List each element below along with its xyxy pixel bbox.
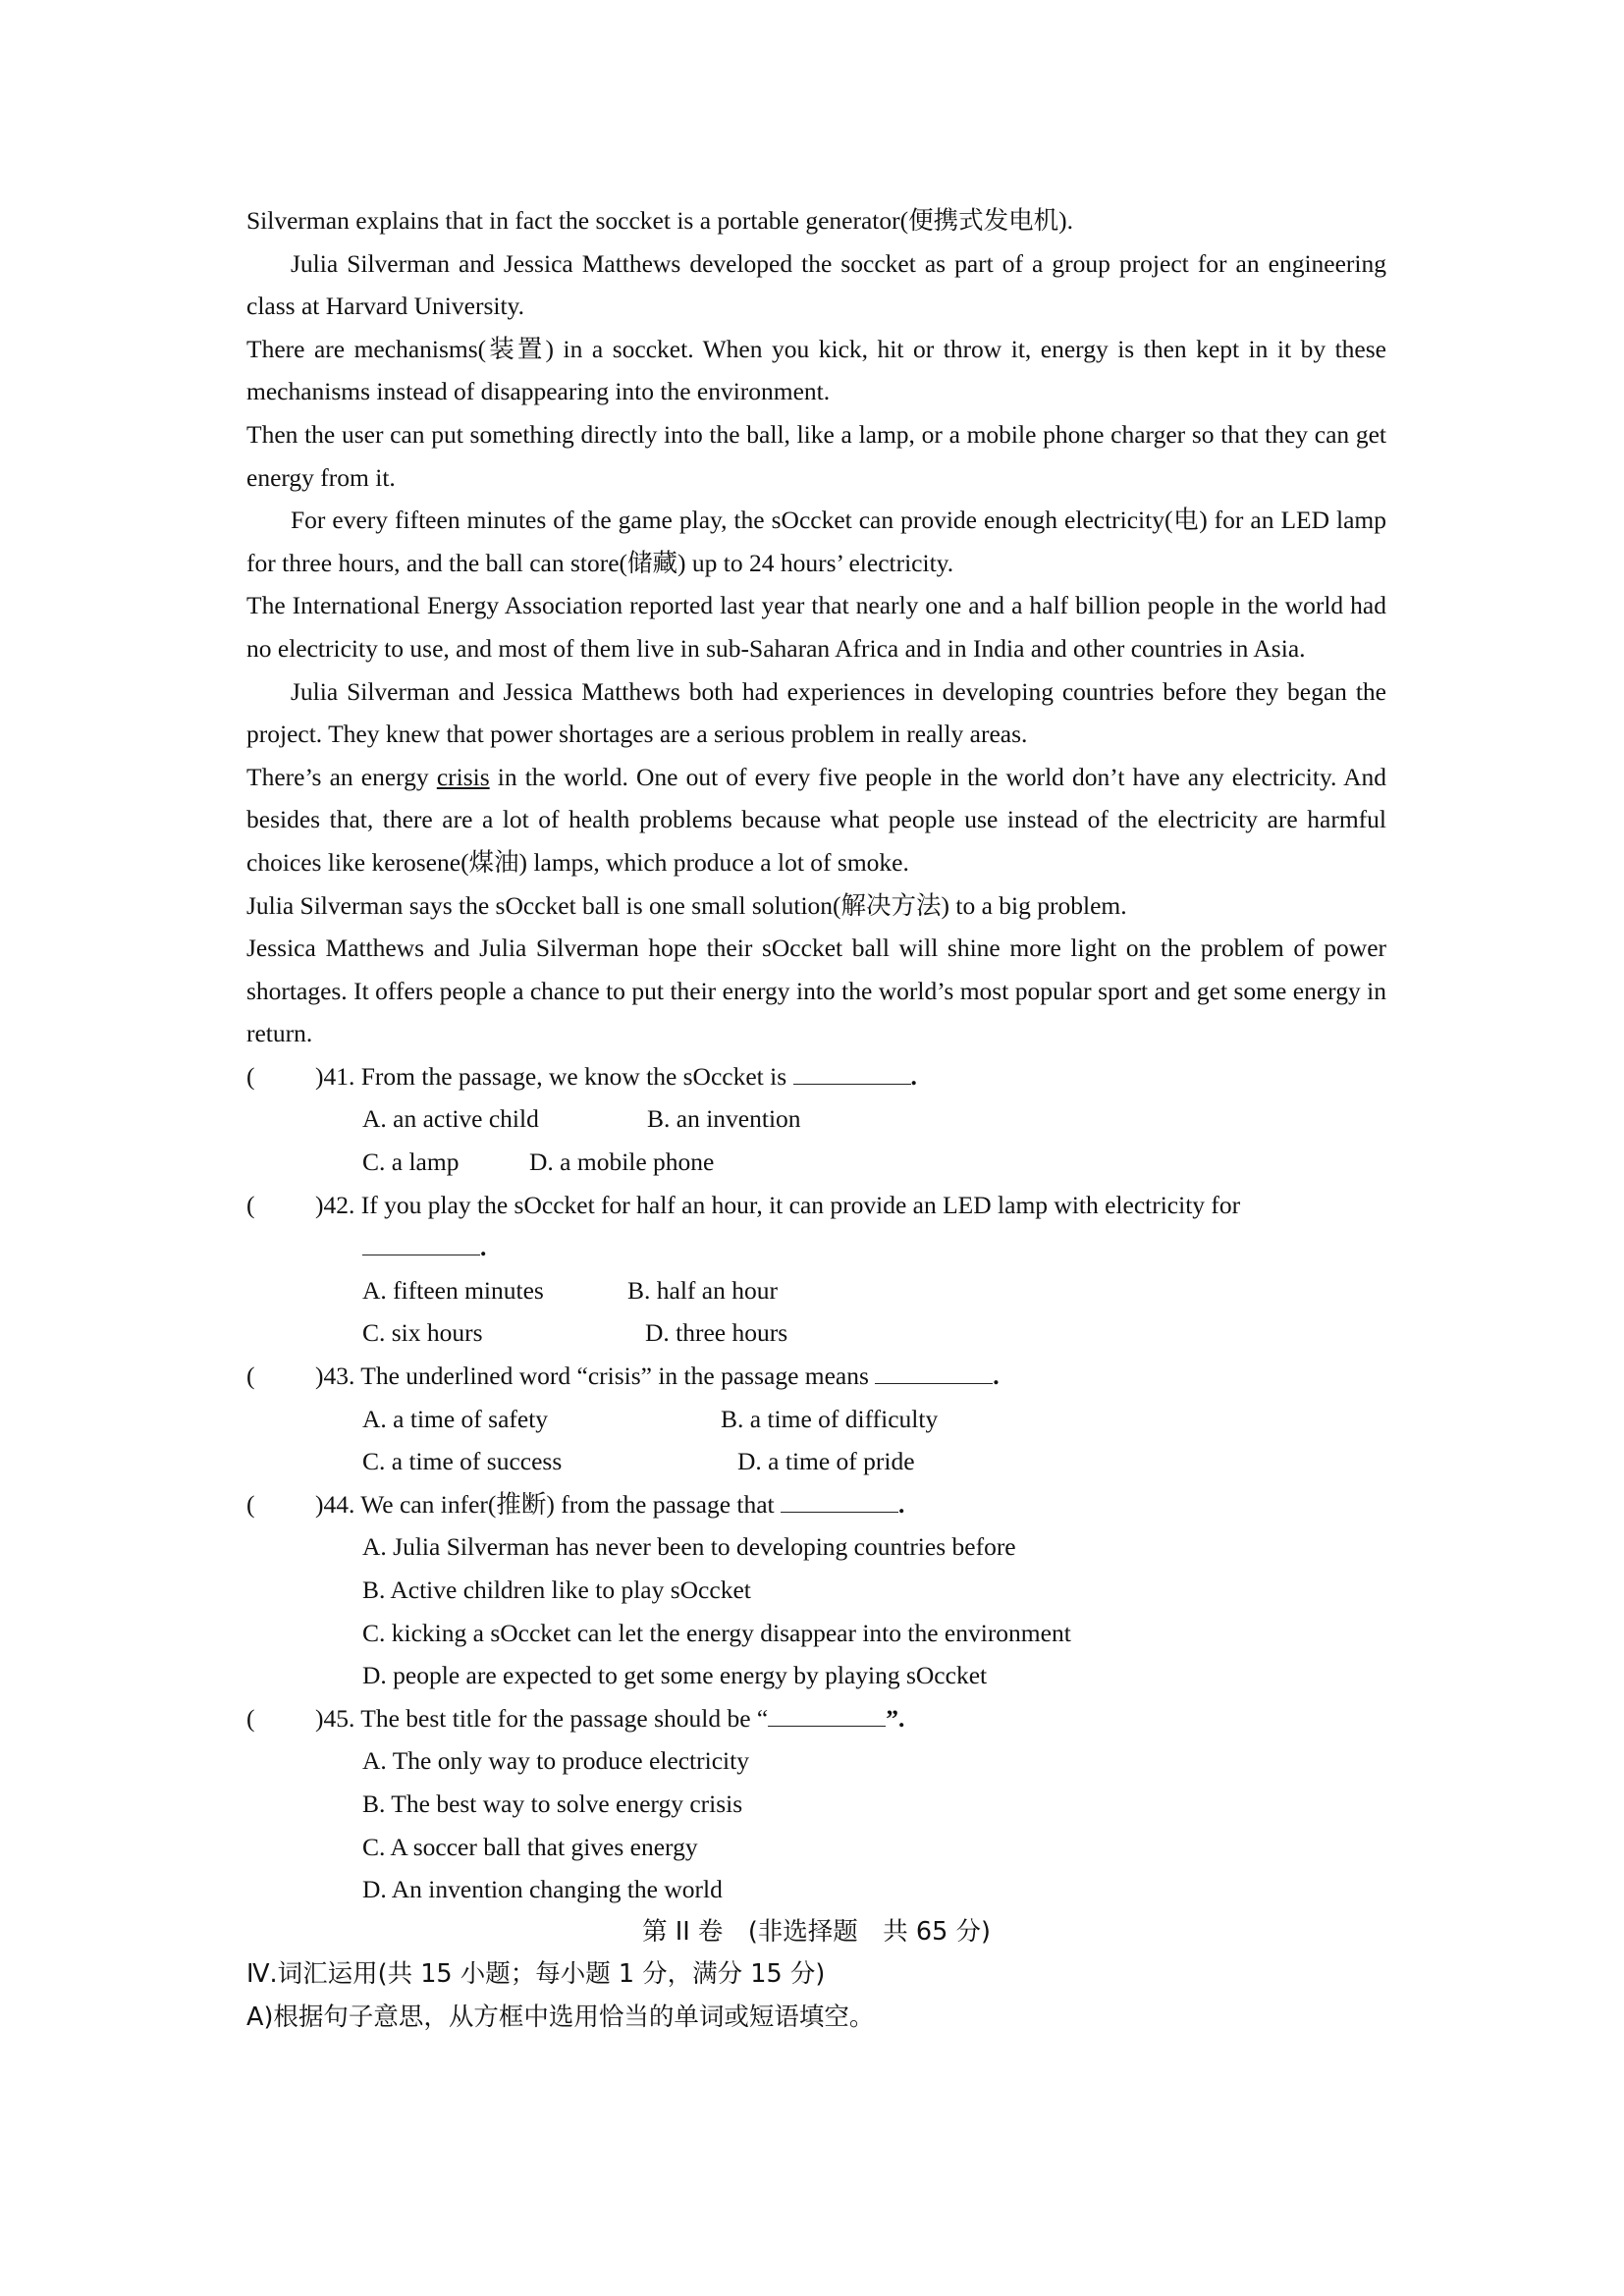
question-stem: )42. If you play the sOccket for half an hour, it can provide an LED lamp with electricity for	[315, 1190, 1241, 1219]
question-44	[246, 1483, 1386, 1697]
option-c[interactable]: C. a lamp	[362, 1148, 460, 1177]
question-stem: )43. The underlined word “crisis” in the passage means .	[315, 1362, 1000, 1391]
option-b[interactable]: B. The best way to solve energy crisis	[362, 1789, 743, 1818]
question-45	[246, 1697, 1386, 1911]
passage-paragraph: There are mechanisms(装置) in a soccket. When you kick, hit or throw it, energy is then kept in it by these mechanisms instead of disappearing into the environment.	[246, 334, 1386, 406]
question-41	[246, 1055, 1386, 1184]
passage-paragraph: Silverman explains that in fact the soccket is a portable generator(便携式发电机).	[246, 206, 1073, 235]
answer-paren[interactable]: (	[246, 1190, 255, 1219]
option-c[interactable]: C. six hours	[362, 1318, 483, 1348]
passage-paragraph: The International Energy Association reported last year that nearly one and a half billion people in the world had no electricity to use, and most of them live in sub-Saharan Africa and in India and other countries in Asia.	[246, 591, 1386, 663]
answer-paren[interactable]: (	[246, 1703, 255, 1733]
question-42: ( )42. If you play the sOccket for half an hour, it can provide an LED lamp with electricity for . A. fifteen minutes B. half an hour C. six hours D. three hours	[246, 1184, 1386, 1355]
passage-text: There’s an energy	[246, 762, 437, 791]
question-stem: )44. We can infer(推断) from the passage that .	[315, 1489, 905, 1519]
answer-paren[interactable]: (	[246, 1489, 255, 1519]
passage-paragraph: Julia Silverman says the sOccket ball is one small solution(解决方法) to a big problem.	[246, 890, 1127, 920]
option-b[interactable]: B. Active children like to play sOccket	[362, 1575, 751, 1604]
option-a[interactable]: A. an active child	[362, 1104, 539, 1134]
option-d[interactable]: D. a time of pride	[737, 1447, 915, 1476]
option-d[interactable]: D. people are expected to get some energy by playing sOccket	[362, 1661, 988, 1690]
underlined-word-crisis: crisis	[436, 762, 490, 791]
section-title: 第 II 卷 (非选择题 共 65 分)	[642, 1916, 991, 1947]
answer-blank[interactable]	[362, 1231, 480, 1255]
passage-paragraph: For every fifteen minutes of the game play, the sOccket can provide enough electricity(电) for an LED lamp for three hours, and the ball can store(储藏) up to 24 hours’ electricity.	[246, 506, 1386, 577]
option-b[interactable]: B. an invention	[647, 1104, 801, 1134]
passage-paragraph: Julia Silverman and Jessica Matthews both had experiences in developing countries before they began the project. They knew that power shortages are a serious problem in really areas.	[246, 676, 1386, 749]
passage-paragraph: Julia Silverman and Jessica Matthews developed the soccket as part of a group project for an engineering class at Harvard University.	[246, 248, 1386, 321]
passage-paragraph: Then the user can put something directly into the ball, like a lamp, or a mobile phone charger so that they can get energy from it.	[246, 419, 1386, 492]
answer-blank[interactable]	[768, 1702, 886, 1727]
option-b[interactable]: B. half an hour	[627, 1275, 778, 1305]
option-a[interactable]: A. The only way to produce electricity	[362, 1746, 749, 1776]
question-43	[246, 1355, 1386, 1483]
option-a[interactable]: A. a time of safety	[362, 1404, 549, 1433]
document-page	[246, 199, 1386, 2040]
option-d[interactable]: D. An invention changing the world	[362, 1875, 723, 1904]
passage-text: in the world. One out of every five people in the world don’t have any electricity. And besides that, there are a lot of health problems because what people use instead of the electricity are harmful choices like kerosene(煤油) lamps, which produce a lot of smoke.	[246, 762, 1387, 877]
answer-blank[interactable]	[793, 1060, 911, 1085]
part-instruction: A)根据句子意思，从方框中选用恰当的单词或短语填空。	[246, 2002, 875, 2032]
option-c[interactable]: C. kicking a sOccket can let the energy disappear into the environment	[362, 1618, 1071, 1647]
option-a[interactable]: A. Julia Silverman has never been to developing countries before	[362, 1532, 1016, 1562]
option-c[interactable]: C. a time of success	[362, 1447, 563, 1476]
answer-blank[interactable]	[781, 1488, 898, 1513]
option-c[interactable]: C. A soccer ball that gives energy	[362, 1832, 698, 1861]
option-d[interactable]: D. a mobile phone	[529, 1148, 715, 1177]
option-b[interactable]: B. a time of difficulty	[721, 1404, 939, 1433]
option-d[interactable]: D. three hours	[645, 1318, 788, 1348]
option-a[interactable]: A. fifteen minutes	[362, 1275, 544, 1305]
question-stem: )45. The best title for the passage should be “ ”.	[315, 1703, 905, 1733]
answer-paren[interactable]: (	[246, 1362, 255, 1391]
question-stem: )41. From the passage, we know the sOccket is .	[315, 1061, 917, 1091]
part-heading: Ⅳ.词汇运用(共 15 小题；每小题 1 分，满分 15 分)	[246, 1959, 826, 1990]
passage-paragraph: Jessica Matthews and Julia Silverman hope their sOccket ball will shine more light on the problem of power shortages. It offers people a chance to put their energy into the world’s most popular sport and get some energy in return.	[246, 934, 1386, 1048]
answer-paren[interactable]: (	[246, 1061, 255, 1091]
answer-blank[interactable]	[875, 1360, 993, 1384]
passage-paragraph	[246, 756, 1386, 884]
